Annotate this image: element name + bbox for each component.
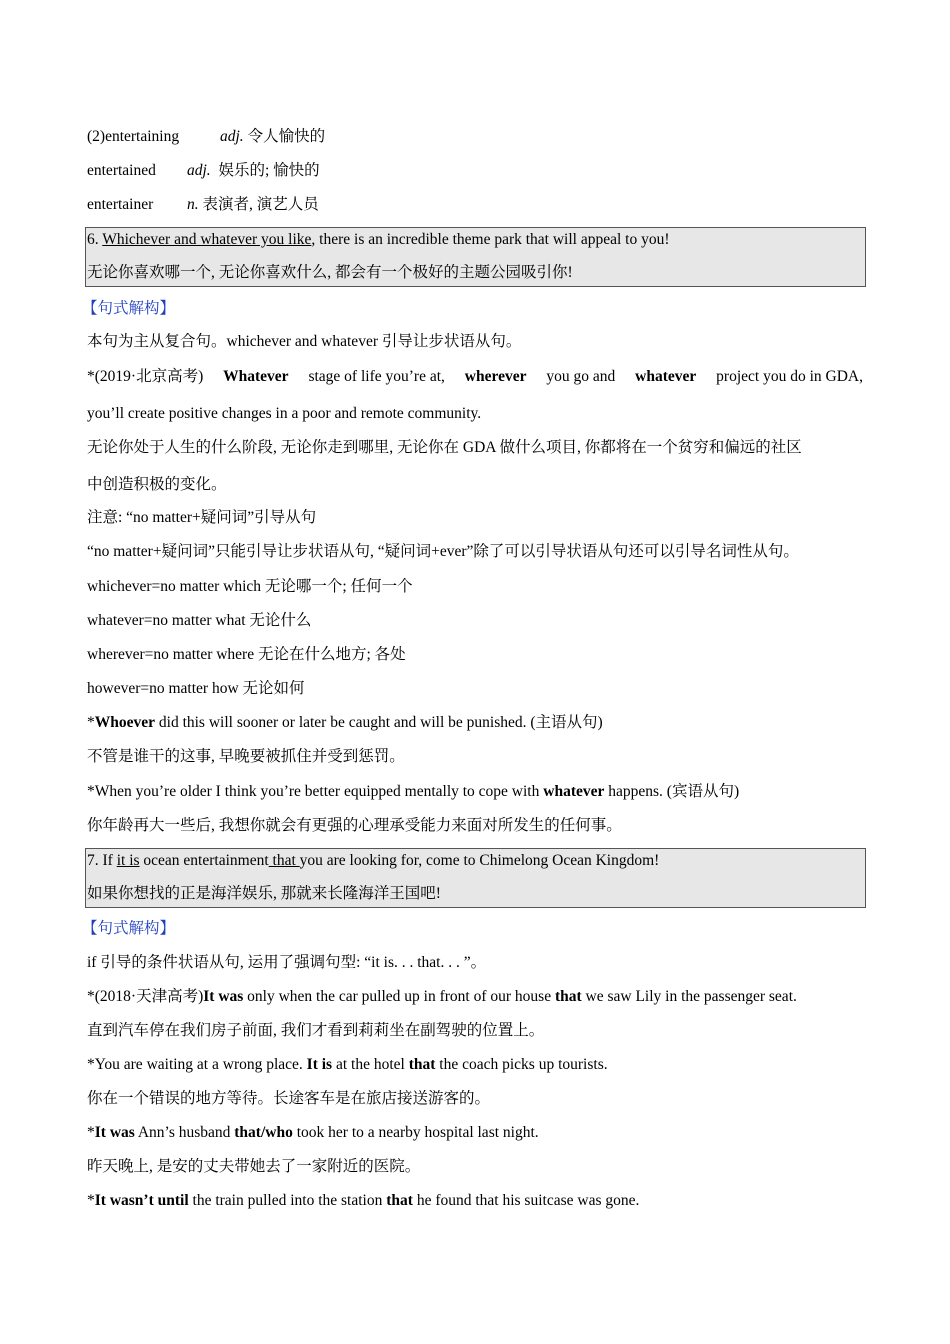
example-3-cn: 你年龄再大一些后, 我想你就会有更强的心理承受能力来面对所发生的任何事。 xyxy=(87,817,622,834)
keyword: Whatever xyxy=(223,368,289,385)
section-heading: 【句式解构】 xyxy=(82,300,176,317)
example-4-cn: 直到汽车停在我们房子前面, 我们才看到莉莉坐在副驾驶的位置上。 xyxy=(87,1022,545,1039)
sentence-6-cn: 无论你喜欢哪一个, 无论你喜欢什么, 都会有一个极好的主题公园吸引你! xyxy=(87,264,573,281)
analysis-6: 本句为主从复合句。whichever and whatever 引导让步状语从句。 xyxy=(87,333,522,350)
vocab-word: entertained xyxy=(87,162,156,179)
example-7-en xyxy=(87,1191,639,1211)
sentence-7-en xyxy=(87,851,659,871)
keyword: that xyxy=(386,1192,413,1209)
vocab-line xyxy=(87,161,320,181)
note-body: “no matter+疑问词”只能引导让步状语从句, “疑问词+ever”除了可以引导状语从句还可以引导名词性从句。 xyxy=(87,543,799,560)
text: the coach picks up tourists. xyxy=(435,1056,608,1073)
vocab-pos: n. xyxy=(187,196,199,213)
keyword: It is xyxy=(306,1056,333,1073)
equivalent-line: however=no matter how 无论如何 xyxy=(87,680,305,697)
sentence-number: 6. xyxy=(87,231,103,248)
text: the train pulled into the station xyxy=(188,1192,387,1209)
example-4-en xyxy=(87,987,797,1007)
text: you go and xyxy=(546,368,616,385)
example-1-cn-2: 中创造积极的变化。 xyxy=(87,476,227,493)
vocab-meaning: 表演者, 演艺人员 xyxy=(202,196,319,213)
keyword: It wasn’t until xyxy=(94,1192,189,1209)
text: Ann’s husband xyxy=(134,1124,235,1141)
example-6-cn: 昨天晚上, 是安的丈夫带她去了一家附近的医院。 xyxy=(87,1158,421,1175)
keyword: that xyxy=(554,988,582,1005)
source-label: *(2019·北京高考) xyxy=(87,368,204,385)
vocab-pos: adj. xyxy=(187,162,211,179)
text: you are looking for, come to Chimelong Ocean Kingdom! xyxy=(299,852,660,869)
keyword: Whoever xyxy=(94,714,156,731)
equivalent-line: whatever=no matter what 无论什么 xyxy=(87,612,312,629)
bullet: * xyxy=(87,1192,95,1209)
text: stage of life you’re at, xyxy=(308,368,445,385)
text: only when the car pulled up in front of our house xyxy=(243,988,555,1005)
example-1-en xyxy=(87,367,863,387)
text: we saw Lily in the passenger seat. xyxy=(581,988,797,1005)
example-2-en xyxy=(87,713,603,733)
vocab-meaning: 令人愉快的 xyxy=(247,128,326,145)
vocab-line xyxy=(87,195,319,215)
vocab-word: entertainer xyxy=(87,196,154,213)
section-heading: 【句式解构】 xyxy=(82,920,176,937)
example-1-cn: 无论你处于人生的什么阶段, 无论你走到哪里, 无论你在 GDA 做什么项目, 你都将在一个贫穷和偏远的社区 xyxy=(87,439,802,456)
text: at the hotel xyxy=(332,1056,409,1073)
source-label: *(2018·天津高考) xyxy=(87,988,204,1005)
vocab-pos: adj. xyxy=(220,128,244,145)
example-2-cn: 不管是谁干的这事, 早晚要被抓住并受到惩罚。 xyxy=(87,748,405,765)
keyword: that xyxy=(408,1056,436,1073)
underlined-phrase: it is xyxy=(116,852,140,869)
text: *You are waiting at a wrong place. xyxy=(87,1056,307,1073)
sentence-rest: , there is an incredible theme park that will appeal to you! xyxy=(311,231,670,248)
vocab-line xyxy=(87,127,325,147)
bullet: * xyxy=(87,1124,95,1141)
sentence-6-en xyxy=(87,230,670,250)
vocab-meaning: 娱乐的; 愉快的 xyxy=(218,162,320,179)
vocab-word: (2)entertaining xyxy=(87,128,180,145)
sentence-7-cn: 如果你想找的正是海洋娱乐, 那就来长隆海洋王国吧! xyxy=(87,885,441,902)
text: project you do in GDA, xyxy=(716,368,863,385)
underlined-phrase: Whichever and whatever you like xyxy=(102,231,312,248)
text: ocean entertainment xyxy=(139,852,269,869)
keyword: It was xyxy=(94,1124,135,1141)
keyword: It was xyxy=(203,988,244,1005)
equivalent-line: wherever=no matter where 无论在什么地方; 各处 xyxy=(87,646,406,663)
text: did this will sooner or later be caught and will be punished. (主语从句) xyxy=(155,714,603,731)
keyword: wherever xyxy=(464,368,527,385)
keyword: whatever xyxy=(635,368,697,385)
equivalent-line: whichever=no matter which 无论哪一个; 任何一个 xyxy=(87,578,413,595)
example-3-en xyxy=(87,782,739,802)
text: *When you’re older I think you’re better equipped mentally to cope with xyxy=(87,783,544,800)
text: 7. If xyxy=(87,852,117,869)
underlined-phrase: that xyxy=(268,852,300,869)
note-title: 注意: “no matter+疑问词”引导从句 xyxy=(87,509,317,526)
example-1-en-2: you’ll create positive changes in a poor and remote community. xyxy=(87,405,482,422)
example-6-en xyxy=(87,1123,539,1143)
bullet: * xyxy=(87,714,95,731)
keyword: that/who xyxy=(234,1124,293,1141)
text: happens. (宾语从句) xyxy=(604,783,740,800)
keyword: whatever xyxy=(543,783,605,800)
text: took her to a nearby hospital last night. xyxy=(292,1124,539,1141)
example-5-cn: 你在一个错误的地方等待。长途客车是在旅店接送游客的。 xyxy=(87,1090,491,1107)
text: he found that his suitcase was gone. xyxy=(412,1192,640,1209)
example-5-en xyxy=(87,1055,608,1075)
analysis-7: if 引导的条件状语从句, 运用了强调句型: “it is. . . that. . . ”。 xyxy=(87,954,487,971)
